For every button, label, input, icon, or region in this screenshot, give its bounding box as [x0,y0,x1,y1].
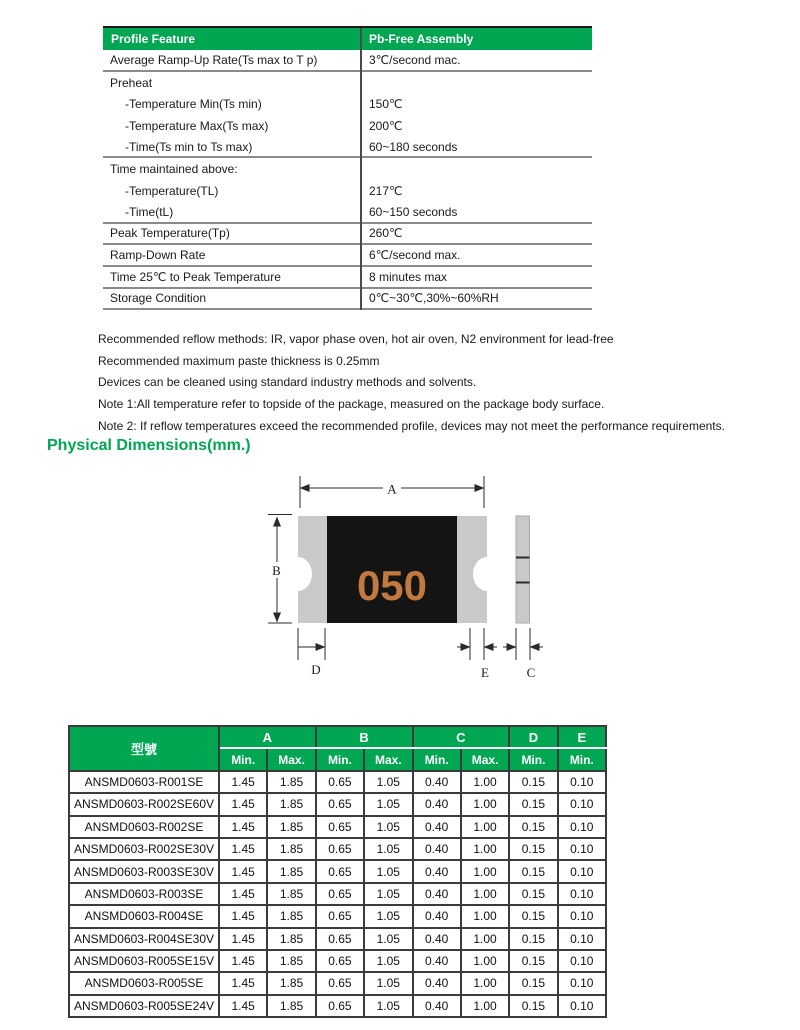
value-cell: 1.85 [267,838,315,860]
table-row [69,883,606,905]
model-cell: ANSMD0603-R004SE [69,905,219,927]
profile-table-row [103,245,592,267]
value-cell: 0.40 [413,793,461,815]
profile-table-row [103,72,592,94]
value-cell: 1.85 [267,816,315,838]
dim-sub-header: Min. [219,748,267,770]
value-cell: 1.85 [267,793,315,815]
value-cell: 0.15 [509,883,557,905]
component-marking: 050 [356,562,428,609]
profile-value-cell: 6℃/second max. [369,248,461,263]
model-cell: ANSMD0603-R002SE [69,816,219,838]
profile-feature-cell: Average Ramp-Up Rate(Ts max to T p) [110,52,318,67]
value-cell: 0.65 [316,995,364,1017]
profile-feature-cell: Ramp-Down Rate [110,248,206,263]
value-cell: 0.65 [316,793,364,815]
profile-value-cell: 0℃~30℃,30%~60%RH [369,291,499,306]
value-cell: 1.85 [267,972,315,994]
profile-table-column-divider [360,28,362,310]
model-cell: ANSMD0603-R002SE30V [69,838,219,860]
value-cell: 1.45 [219,928,267,950]
value-cell: 1.45 [219,905,267,927]
value-cell: 0.15 [509,950,557,972]
value-cell: 0.40 [413,928,461,950]
value-cell: 1.00 [461,995,509,1017]
value-cell: 1.85 [267,928,315,950]
value-cell: 1.00 [461,793,509,815]
profile-value-cell: 60~150 seconds [369,204,458,219]
table-row [69,928,606,950]
value-cell: 0.15 [509,928,557,950]
profile-table-header [103,28,592,50]
profile-feature-header: Profile Feature [111,32,196,46]
dim-sub-header: Max. [364,748,412,770]
dim-label-c: C [526,665,536,680]
profile-table-row [103,289,592,311]
value-cell: 0.65 [316,950,364,972]
note-line: Recommended maximum paste thickness is 0.25mm [98,353,380,368]
dim-sub-header: Min. [558,748,606,770]
value-cell: 0.10 [558,793,606,815]
model-cell: ANSMD0603-R005SE [69,972,219,994]
value-cell: 1.05 [364,972,412,994]
profile-feature-cell: Storage Condition [110,291,207,306]
value-cell: 0.40 [413,771,461,793]
model-cell: ANSMD0603-R001SE [69,771,219,793]
value-cell: 0.40 [413,972,461,994]
profile-table-row [103,180,592,202]
value-cell: 0.40 [413,950,461,972]
dim-sub-header: Min. [413,748,461,770]
value-cell: 0.10 [558,838,606,860]
dim-c-extension-lines [516,628,530,660]
model-cell: ANSMD0603-R005SE24V [69,995,219,1017]
table-row [69,771,606,793]
profile-table-row [103,137,592,159]
value-cell: 0.65 [316,883,364,905]
profile-feature-cell: -Temperature(TL) [125,183,219,198]
table-row [69,838,606,860]
value-cell: 0.40 [413,838,461,860]
value-cell: 0.65 [316,972,364,994]
value-cell: 1.05 [364,928,412,950]
value-cell: 1.45 [219,793,267,815]
value-cell: 0.15 [509,995,557,1017]
dim-sub-header: Min. [509,748,557,770]
dimension-table [68,725,607,1018]
value-cell: 0.65 [316,838,364,860]
note-line: Note 1:All temperature refer to topside of the package, measured on the package body surface. [98,397,605,412]
value-cell: 0.10 [558,905,606,927]
value-cell: 1.00 [461,972,509,994]
table-row [69,816,606,838]
dim-label-d: D [311,662,321,677]
dim-table-head [69,726,606,771]
value-cell: 1.45 [219,771,267,793]
value-cell: 1.05 [364,816,412,838]
value-cell: 1.05 [364,995,412,1017]
note-line: Note 2: If reflow temperatures exceed the recommended profile, devices may not meet the performance requirements. [98,418,725,433]
profile-feature-cell: -Temperature Max(Ts max) [125,118,269,133]
value-cell: 0.15 [509,860,557,882]
value-cell: 1.45 [219,816,267,838]
value-cell: 1.05 [364,905,412,927]
value-cell: 0.40 [413,905,461,927]
value-cell: 1.85 [267,995,315,1017]
dim-sub-header: Max. [461,748,509,770]
model-cell: ANSMD0603-R005SE15V [69,950,219,972]
dim-group-header: A [219,726,316,748]
value-cell: 1.45 [219,995,267,1017]
value-cell: 0.10 [558,950,606,972]
table-row [69,905,606,927]
value-cell: 0.10 [558,771,606,793]
profile-feature-cell: -Temperature Min(Ts min) [125,97,262,112]
value-cell: 1.45 [219,883,267,905]
profile-value-cell: 8 minutes max [369,269,448,284]
value-cell: 1.00 [461,950,509,972]
table-row [69,995,606,1017]
profile-value-cell: 260℃ [369,226,403,241]
value-cell: 0.10 [558,816,606,838]
dimension-drawing [260,470,552,682]
dim-label-a: A [387,481,397,497]
value-cell: 1.00 [461,860,509,882]
profile-table-row [103,267,592,289]
value-cell: 1.00 [461,928,509,950]
value-cell: 0.15 [509,905,557,927]
profile-value-cell: 200℃ [369,118,403,133]
right-terminal-notch [473,557,501,591]
table-row [69,972,606,994]
dim-group-header: D [509,726,557,748]
value-cell: 1.85 [267,883,315,905]
value-cell: 1.05 [364,771,412,793]
value-cell: 1.45 [219,860,267,882]
value-cell: 0.40 [413,883,461,905]
value-cell: 0.10 [558,883,606,905]
value-cell: 0.15 [509,771,557,793]
profile-table-rows [103,50,592,310]
profile-table [103,26,592,310]
dim-label-b: B [272,563,281,578]
profile-table-row [103,202,592,224]
value-cell: 0.10 [558,860,606,882]
value-cell: 0.40 [413,816,461,838]
value-cell: 0.15 [509,972,557,994]
dim-e-extension-lines [470,628,484,660]
value-cell: 1.85 [267,860,315,882]
profile-table-row [103,50,592,72]
model-cell: ANSMD0603-R003SE30V [69,860,219,882]
left-terminal-notch [284,557,312,591]
value-cell: 0.15 [509,816,557,838]
dim-group-header: E [558,726,606,748]
pb-free-assembly-header: Pb-Free Assembly [369,32,474,46]
model-cell: ANSMD0603-R002SE60V [69,793,219,815]
profile-feature-cell: -Time(Ts min to Ts max) [125,139,253,154]
value-cell: 1.05 [364,793,412,815]
value-cell: 0.65 [316,860,364,882]
dim-label-e: E [481,665,489,680]
value-cell: 0.65 [316,771,364,793]
value-cell: 0.15 [509,793,557,815]
dim-d-extension-lines [298,628,325,660]
dim-table-group-row [69,726,606,748]
profile-feature-cell: Peak Temperature(Tp) [110,226,230,241]
profile-value-cell: 217℃ [369,183,403,198]
dim-group-header: B [316,726,413,748]
value-cell: 1.00 [461,771,509,793]
profile-feature-cell: -Time(tL) [125,204,174,219]
profile-value-cell: 3℃/second mac. [369,52,461,67]
profile-value-cell: 60~180 seconds [369,139,458,154]
component-side-view [516,516,530,623]
model-header-cell: 型號 [69,726,219,771]
table-row [69,860,606,882]
profile-table-row [103,93,592,115]
table-row [69,950,606,972]
value-cell: 0.10 [558,995,606,1017]
note-line: Devices can be cleaned using standard industry methods and solvents. [98,375,477,390]
value-cell: 0.10 [558,972,606,994]
section-title: Physical Dimensions(mm.) [47,437,251,454]
model-cell: ANSMD0603-R004SE30V [69,928,219,950]
profile-table-row [103,158,592,180]
value-cell: 1.05 [364,950,412,972]
value-cell: 1.00 [461,883,509,905]
note-line: Recommended reflow methods: IR, vapor phase oven, hot air oven, N2 environment for lead-free [98,332,614,346]
value-cell: 1.45 [219,950,267,972]
value-cell: 0.10 [558,928,606,950]
profile-table-row [103,115,592,137]
value-cell: 0.65 [316,928,364,950]
value-cell: 1.00 [461,838,509,860]
model-cell: ANSMD0603-R003SE [69,883,219,905]
profile-feature-cell: Time maintained above: [110,162,238,177]
value-cell: 1.05 [364,883,412,905]
value-cell: 0.40 [413,995,461,1017]
notes [98,329,725,438]
value-cell: 1.85 [267,950,315,972]
value-cell: 1.85 [267,771,315,793]
value-cell: 1.00 [461,905,509,927]
dim-sub-header: Max. [267,748,315,770]
value-cell: 0.15 [509,838,557,860]
profile-feature-cell: Time 25℃ to Peak Temperature [110,269,281,284]
profile-table-row [103,224,592,246]
table-row [69,793,606,815]
value-cell: 1.45 [219,838,267,860]
dim-group-header: C [413,726,510,748]
profile-value-cell: 150℃ [369,97,403,112]
dim-sub-header: Min. [316,748,364,770]
value-cell: 0.40 [413,860,461,882]
value-cell: 1.85 [267,905,315,927]
value-cell: 1.05 [364,838,412,860]
value-cell: 1.45 [219,972,267,994]
value-cell: 1.00 [461,816,509,838]
value-cell: 1.05 [364,860,412,882]
value-cell: 0.65 [316,816,364,838]
profile-feature-cell: Preheat [110,75,153,90]
dim-table-body [69,771,606,1017]
value-cell: 0.65 [316,905,364,927]
